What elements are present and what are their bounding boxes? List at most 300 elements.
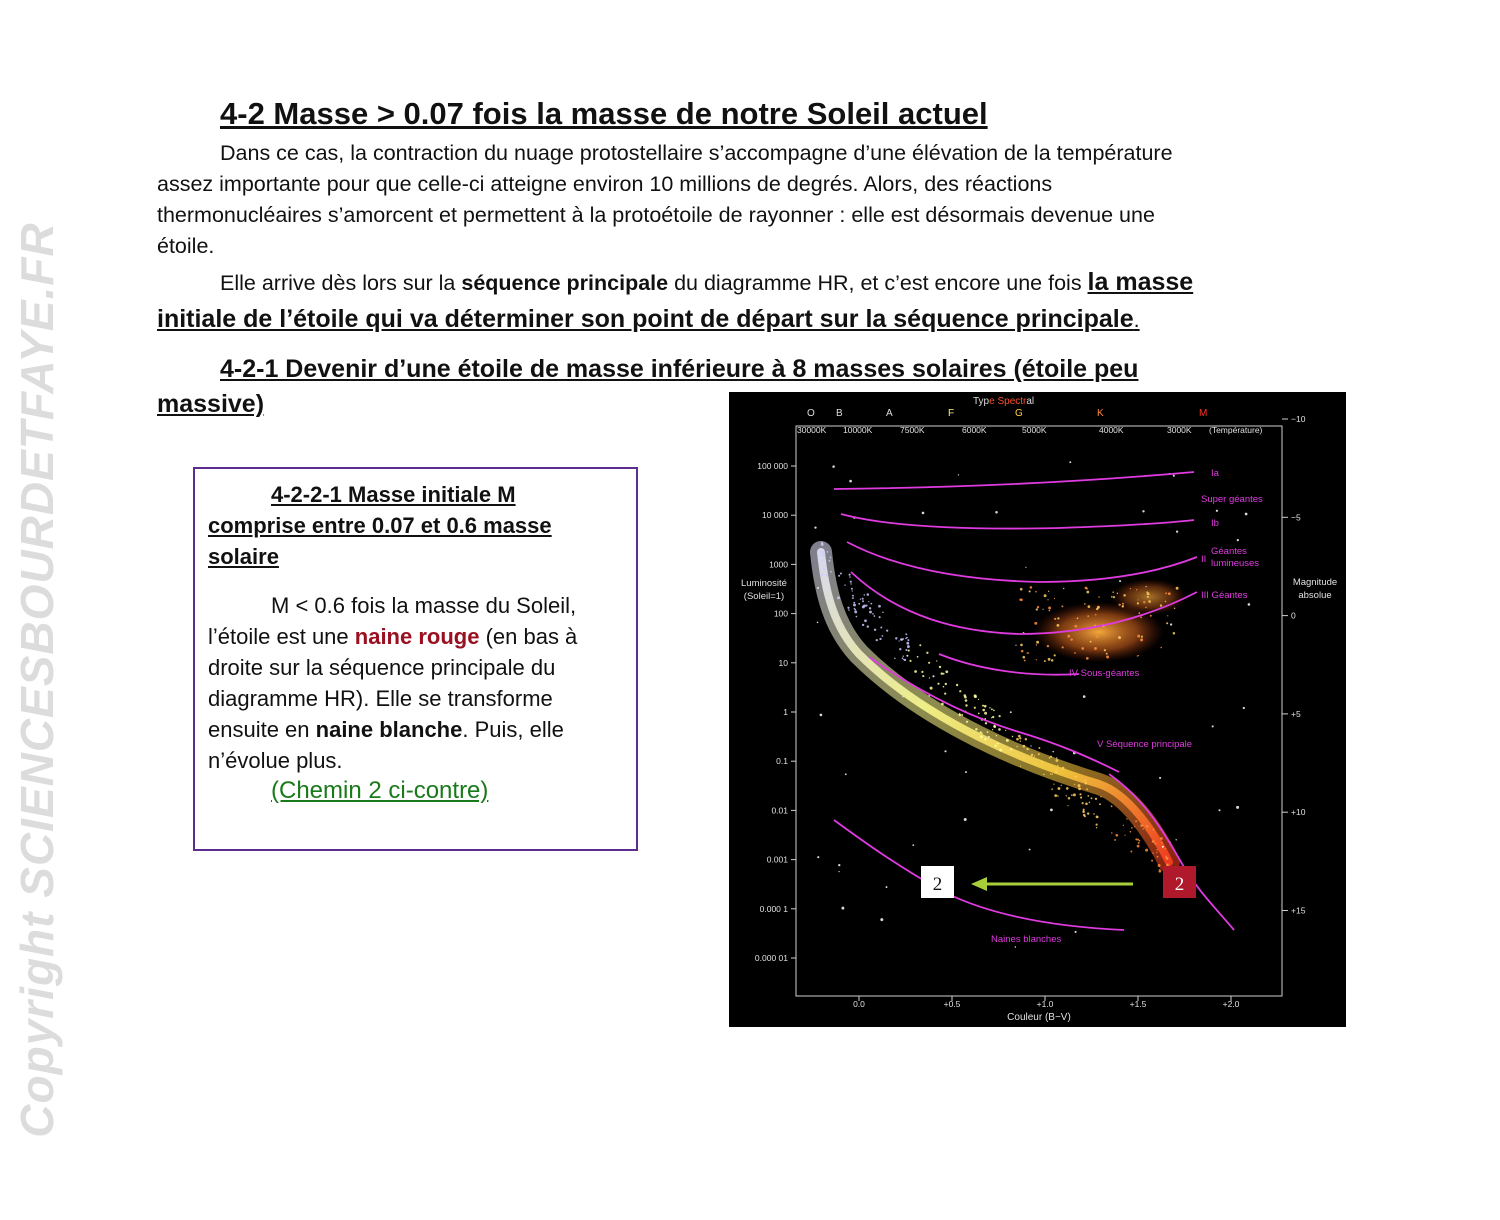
star-dot — [1016, 746, 1018, 748]
luminosity-title: Luminosité — [741, 578, 787, 589]
star-dot — [1165, 855, 1167, 857]
white-dwarf-marker-label: 2 — [932, 874, 943, 895]
lum-tick-label: 100 000 — [757, 461, 788, 471]
star-dot — [899, 648, 901, 650]
star-dot — [838, 575, 840, 577]
star-dot — [822, 551, 824, 553]
star-dot — [1099, 803, 1101, 805]
star-dot — [862, 624, 864, 626]
star-dot — [1067, 805, 1068, 806]
star-dot — [965, 704, 967, 706]
star-dot — [1086, 588, 1088, 590]
star-dot — [995, 511, 998, 514]
star-dot — [907, 639, 909, 641]
star-dot — [1141, 636, 1143, 638]
star-dot — [1087, 812, 1089, 814]
star-dot — [1137, 655, 1138, 656]
star-dot — [944, 692, 946, 694]
star-dot — [1218, 809, 1220, 811]
star-dot — [1096, 608, 1098, 610]
white-dwarf-line — [834, 820, 1124, 930]
paragraph-1 — [157, 138, 1347, 262]
star-dot — [964, 696, 967, 699]
star-dot — [1038, 747, 1040, 749]
box-text — [208, 590, 633, 776]
star-dot — [863, 605, 866, 608]
star-dot — [1005, 730, 1006, 731]
star-dot — [1130, 588, 1131, 589]
star-dot — [1100, 796, 1101, 797]
star-dot — [1057, 617, 1059, 619]
star-dot — [959, 690, 961, 692]
star-dot — [1175, 839, 1176, 840]
star-dot — [1146, 825, 1149, 828]
star-dot — [820, 714, 823, 717]
star-dot — [1089, 802, 1091, 804]
star-dot — [1029, 590, 1031, 592]
star-dot — [961, 714, 963, 716]
star-dot — [1010, 748, 1012, 750]
star-dot — [1148, 600, 1151, 603]
star-dot — [1237, 539, 1239, 541]
star-dot — [1083, 814, 1086, 817]
label-v: V Séquence principale — [1097, 739, 1193, 750]
star-dot — [837, 596, 840, 599]
star-dot — [1156, 849, 1158, 851]
star-dot — [1086, 788, 1088, 790]
star-dot — [1074, 784, 1075, 785]
star-dot — [921, 671, 923, 673]
star-dot — [1137, 635, 1140, 638]
star-dot — [1248, 603, 1251, 606]
star-dot — [1176, 530, 1178, 532]
class-labels — [991, 468, 1263, 945]
star-dot — [928, 662, 930, 664]
star-dot — [904, 659, 906, 661]
mag-tick-label: −5 — [1291, 512, 1301, 523]
star-dot — [982, 733, 983, 734]
star-dot — [1160, 604, 1162, 606]
star-dot — [1042, 609, 1043, 610]
star-dot — [1098, 596, 1100, 598]
star-dot — [1086, 657, 1089, 660]
star-dot — [1166, 622, 1168, 624]
lum-tick-label: 1000 — [769, 559, 788, 570]
spectral-A: A — [886, 408, 893, 419]
spectral-B: B — [836, 408, 843, 419]
star-dot — [908, 650, 910, 652]
star-dot — [1119, 604, 1121, 606]
label-lumineuses: lumineuses — [1211, 558, 1260, 569]
star-dot — [850, 581, 852, 583]
star-dot — [936, 660, 937, 661]
star-dot — [930, 687, 933, 690]
star-dot — [851, 588, 853, 590]
star-dot — [1130, 831, 1132, 833]
star-dot — [1160, 647, 1162, 649]
star-dot — [974, 694, 977, 697]
star-dot — [1044, 594, 1047, 597]
star-dot — [999, 749, 1002, 752]
magnitude-ticks — [1282, 414, 1306, 916]
star-dot — [823, 568, 825, 570]
star-dot — [905, 633, 907, 635]
star-dot — [1062, 767, 1065, 770]
star-dot — [994, 726, 996, 728]
lum-tick-label: 0.000 01 — [754, 953, 788, 963]
color-tick-label: +1.5 — [1129, 999, 1147, 1009]
star-dot — [1057, 795, 1059, 797]
star-dot — [1146, 586, 1147, 587]
star-dot — [1035, 763, 1036, 764]
star-dot — [980, 735, 983, 738]
star-dot — [1043, 774, 1045, 776]
star-dot — [1082, 802, 1084, 804]
color-ticks — [853, 996, 1240, 1009]
star-dot — [1243, 707, 1245, 709]
star-dot — [1147, 596, 1149, 598]
star-dot — [1150, 615, 1152, 617]
box-t6: ensuite en — [208, 717, 316, 742]
star-dot — [1073, 793, 1076, 796]
star-dot — [914, 670, 917, 673]
box-t3: (en bas à — [479, 624, 578, 649]
star-dot — [980, 731, 982, 733]
star-dot — [872, 613, 874, 615]
star-dot — [1023, 757, 1025, 759]
star-dot — [989, 707, 990, 708]
star-dot — [1055, 768, 1057, 770]
star-dot — [996, 735, 997, 736]
star-dot — [939, 666, 941, 668]
star-dot — [864, 594, 866, 596]
star-dot — [841, 907, 844, 910]
star-dot — [941, 703, 944, 706]
star-dot — [1053, 783, 1054, 784]
star-dot — [1154, 843, 1156, 845]
star-dot — [1090, 641, 1092, 643]
star-dot — [849, 576, 851, 578]
star-dot — [1036, 608, 1038, 610]
para1-line2: assez importante pour que celle-ci atteigne environ 10 millions de degrés. Alors, des réactions — [157, 172, 1053, 196]
star-dot — [1054, 598, 1055, 599]
star-dot — [894, 658, 895, 659]
star-dot — [1044, 660, 1046, 662]
star-dot — [882, 635, 884, 637]
label-ib: Ib — [1211, 518, 1219, 529]
star-dot — [1138, 842, 1140, 844]
star-dot — [844, 584, 845, 585]
star-dot — [903, 655, 904, 656]
star-dot — [1051, 788, 1053, 790]
star-dot — [917, 656, 919, 658]
star-dot — [1161, 842, 1162, 843]
star-dot — [1068, 797, 1071, 800]
star-dot — [1157, 856, 1159, 858]
class-ia-line — [834, 472, 1194, 489]
star-dot — [852, 595, 854, 597]
star-dot — [1048, 591, 1049, 592]
star-dot — [1014, 751, 1016, 753]
box-t2: l’étoile est une — [208, 624, 355, 649]
para2-before: Elle arrive dès lors sur la — [220, 271, 462, 295]
star-dot — [1160, 837, 1163, 840]
star-dot — [1069, 461, 1071, 463]
chemin-2-link[interactable]: (Chemin 2 ci-contre) — [271, 777, 489, 804]
red-dwarf-text: naine rouge — [354, 624, 480, 649]
color-tick-label: +0.5 — [943, 999, 961, 1009]
star-dot — [1124, 835, 1125, 836]
star-dot — [1123, 825, 1124, 826]
star-dot — [1078, 787, 1081, 790]
box-t4: droite sur la séquence principale du — [208, 655, 556, 680]
temp-30000K: 30000K — [797, 425, 827, 435]
watermark: Copyright SCIENCESBOURDETFAYE.FR — [11, 222, 63, 1138]
star-dot — [1049, 757, 1051, 759]
star-dot — [1056, 759, 1059, 762]
star-dot — [856, 616, 858, 618]
box-title-l1: 4-2-2-1 Masse initiale M — [271, 482, 516, 507]
star-dot — [1096, 816, 1099, 819]
color-tick-label: +1.0 — [1036, 999, 1054, 1009]
star-dot — [1114, 839, 1116, 841]
temperature-label: (Température) — [1209, 425, 1263, 435]
star-dot — [1050, 773, 1052, 775]
subtitle-line1: 4-2-1 Devenir d’une étoile de masse inférieure à 8 masses solaires (étoile peu — [220, 355, 1139, 383]
star-dot — [1122, 605, 1124, 607]
label-ia: Ia — [1211, 468, 1219, 479]
star-dot — [1111, 832, 1112, 833]
star-dot — [1023, 656, 1026, 659]
star-dot — [853, 597, 854, 598]
star-dot — [826, 574, 827, 575]
star-dot — [1075, 776, 1077, 778]
star-dot — [1165, 601, 1166, 602]
star-dot — [1026, 748, 1028, 750]
spectral-F: F — [948, 408, 955, 419]
label-ii: II — [1201, 554, 1207, 565]
star-dot — [867, 625, 869, 627]
star-dot — [1135, 838, 1137, 840]
white-dwarf-text: naine blanche — [315, 717, 463, 742]
star-dot — [1035, 591, 1037, 593]
para2-emph2: initiale de l’étoile qui va déterminer son point de départ sur la séquence principale — [157, 305, 1134, 333]
star-dot — [982, 705, 984, 707]
subtitle-line2: massive) — [157, 390, 265, 418]
star-dot — [902, 696, 903, 697]
star-dot — [1061, 785, 1062, 786]
star-dot — [850, 583, 851, 584]
star-dot — [932, 675, 934, 677]
para1-line4: étoile. — [157, 234, 215, 258]
star-dot — [1074, 652, 1076, 654]
star-dot — [1142, 828, 1144, 830]
star-dot — [865, 605, 867, 607]
star-dot — [849, 480, 852, 483]
star-dot — [1061, 605, 1063, 607]
star-dot — [994, 745, 996, 747]
magnitude-unit: absolue — [1298, 590, 1332, 601]
arrow-head-icon — [971, 877, 987, 891]
temp-6000K: 6000K — [962, 425, 987, 435]
star-dot — [945, 683, 947, 685]
star-dot — [878, 605, 881, 608]
star-dot — [1054, 794, 1057, 797]
star-dot — [1151, 860, 1153, 862]
star-dot — [956, 684, 958, 686]
para1-line3: thermonucléaires s’amorcent et permettent à la protoétoile de rayonner : elle est désormais devenue une — [157, 203, 1155, 227]
lum-tick-label: 100 — [773, 608, 788, 619]
star-dot — [862, 600, 864, 602]
star-dot — [1021, 650, 1024, 653]
star-dot — [1023, 745, 1026, 748]
star-dot — [876, 639, 878, 641]
star-dot — [1168, 592, 1171, 595]
star-dot — [869, 607, 871, 609]
star-dot — [1030, 586, 1033, 589]
star-dot — [1030, 745, 1031, 746]
class-iv-line — [939, 654, 1079, 675]
star-dot — [906, 655, 908, 657]
color-tick-label: 0.0 — [853, 999, 865, 1009]
star-dot — [1038, 753, 1040, 755]
star-dot — [919, 644, 921, 646]
star-dot — [1084, 603, 1086, 605]
star-dot — [880, 918, 883, 921]
star-dot — [1117, 593, 1118, 594]
star-dot — [1142, 510, 1144, 512]
star-dot — [814, 526, 816, 528]
temp-5000K: 5000K — [1022, 425, 1047, 435]
star-dot — [965, 699, 968, 702]
star-dot — [1054, 654, 1056, 656]
star-dot — [1140, 638, 1143, 641]
star-dot — [1082, 810, 1085, 813]
star-dot — [985, 722, 987, 724]
star-dot — [1020, 741, 1021, 742]
star-dot — [945, 670, 948, 673]
star-dot — [1086, 591, 1089, 594]
mag-tick-label: −10 — [1291, 414, 1306, 424]
star-dot — [1111, 596, 1113, 598]
star-dot — [1074, 625, 1077, 628]
star-dot — [823, 554, 825, 556]
star-dot — [1051, 659, 1054, 662]
para2-middle: du diagramme HR, et c’est encore une fois — [668, 271, 1088, 295]
star-dot — [1063, 588, 1064, 589]
star-dot — [1166, 857, 1169, 860]
star-dot — [854, 609, 856, 611]
star-dot — [827, 551, 829, 553]
star-dot — [849, 574, 851, 576]
box-title-l2: comprise entre 0.07 et 0.6 masse — [208, 513, 552, 538]
star-dot — [1050, 809, 1053, 812]
star-dot — [905, 638, 906, 639]
label-iii: III Géantes — [1201, 590, 1248, 601]
star-dot — [1016, 738, 1019, 741]
star-dot — [1054, 618, 1056, 620]
star-dot — [1096, 824, 1098, 826]
star-dot — [1159, 869, 1161, 871]
plot-frame — [796, 426, 1282, 996]
star-dot — [1079, 793, 1081, 795]
star-dot — [860, 599, 861, 600]
section-title: 4-2 Masse > 0.07 fois la masse de notre Soleil actuel — [220, 96, 988, 131]
para2-end: . — [1133, 308, 1140, 332]
star-dot — [870, 603, 872, 605]
star-dot — [912, 844, 914, 846]
lum-tick-label: 10 000 — [762, 510, 788, 521]
star-dot — [1156, 852, 1157, 853]
star-dot — [1025, 738, 1027, 740]
star-dot — [1012, 736, 1013, 737]
star-dot — [1031, 754, 1034, 757]
star-dot — [992, 729, 993, 730]
para2-bold: séquence principale — [461, 271, 669, 295]
temp-4000K: 4000K — [1099, 425, 1124, 435]
star-dot — [1052, 751, 1054, 753]
star-dot — [858, 603, 860, 605]
star-dot — [1087, 795, 1089, 797]
star-dot — [991, 717, 992, 718]
para2-emph1: la masse — [1087, 268, 1194, 296]
star-dot — [1083, 695, 1086, 698]
star-dot — [1130, 851, 1132, 853]
star-dot — [1096, 827, 1097, 828]
star-dot — [840, 572, 842, 574]
class-ib-line — [841, 514, 1194, 529]
star-dot — [886, 886, 888, 888]
star-dot — [1019, 599, 1021, 601]
star-dot — [1078, 784, 1081, 787]
lum-tick-label: 0.001 — [766, 854, 788, 865]
star-dot — [1020, 588, 1023, 591]
star-dot — [1006, 739, 1009, 742]
color-axis-label: Couleur (B−V) — [1007, 1012, 1071, 1023]
temp-3000K: 3000K — [1167, 425, 1192, 435]
star-dot — [874, 629, 876, 631]
star-dot — [1119, 580, 1121, 582]
star-dot — [998, 728, 1001, 731]
star-dot — [1118, 636, 1121, 639]
star-dot — [817, 587, 819, 589]
para1-line1: Dans ce cas, la contraction du nuage protostellaire s’accompagne d’une élévation de la température — [220, 141, 1173, 165]
star-dot — [1236, 806, 1239, 809]
star-dot — [926, 652, 928, 654]
star-dot — [1112, 591, 1114, 593]
star-dot — [1047, 599, 1048, 600]
star-dot — [1036, 644, 1037, 645]
star-dot — [880, 627, 882, 629]
star-dot — [1159, 777, 1161, 779]
star-dot — [1080, 797, 1082, 799]
star-dot — [817, 856, 819, 858]
star-dot — [1094, 647, 1097, 650]
label-super-geantes: Super géantes — [1201, 494, 1263, 505]
temp-10000K: 10000K — [843, 425, 873, 435]
star-dot — [1010, 711, 1012, 713]
star-dot — [1034, 756, 1035, 757]
star-dot — [1140, 616, 1142, 618]
star-dot — [874, 615, 876, 617]
star-dot — [937, 683, 939, 685]
star-dot — [1216, 510, 1218, 512]
star-dot — [1049, 610, 1051, 612]
star-dot — [1066, 795, 1067, 796]
star-dot — [1041, 760, 1043, 762]
spectral-M: M — [1199, 408, 1208, 419]
star-dot — [1153, 829, 1155, 831]
